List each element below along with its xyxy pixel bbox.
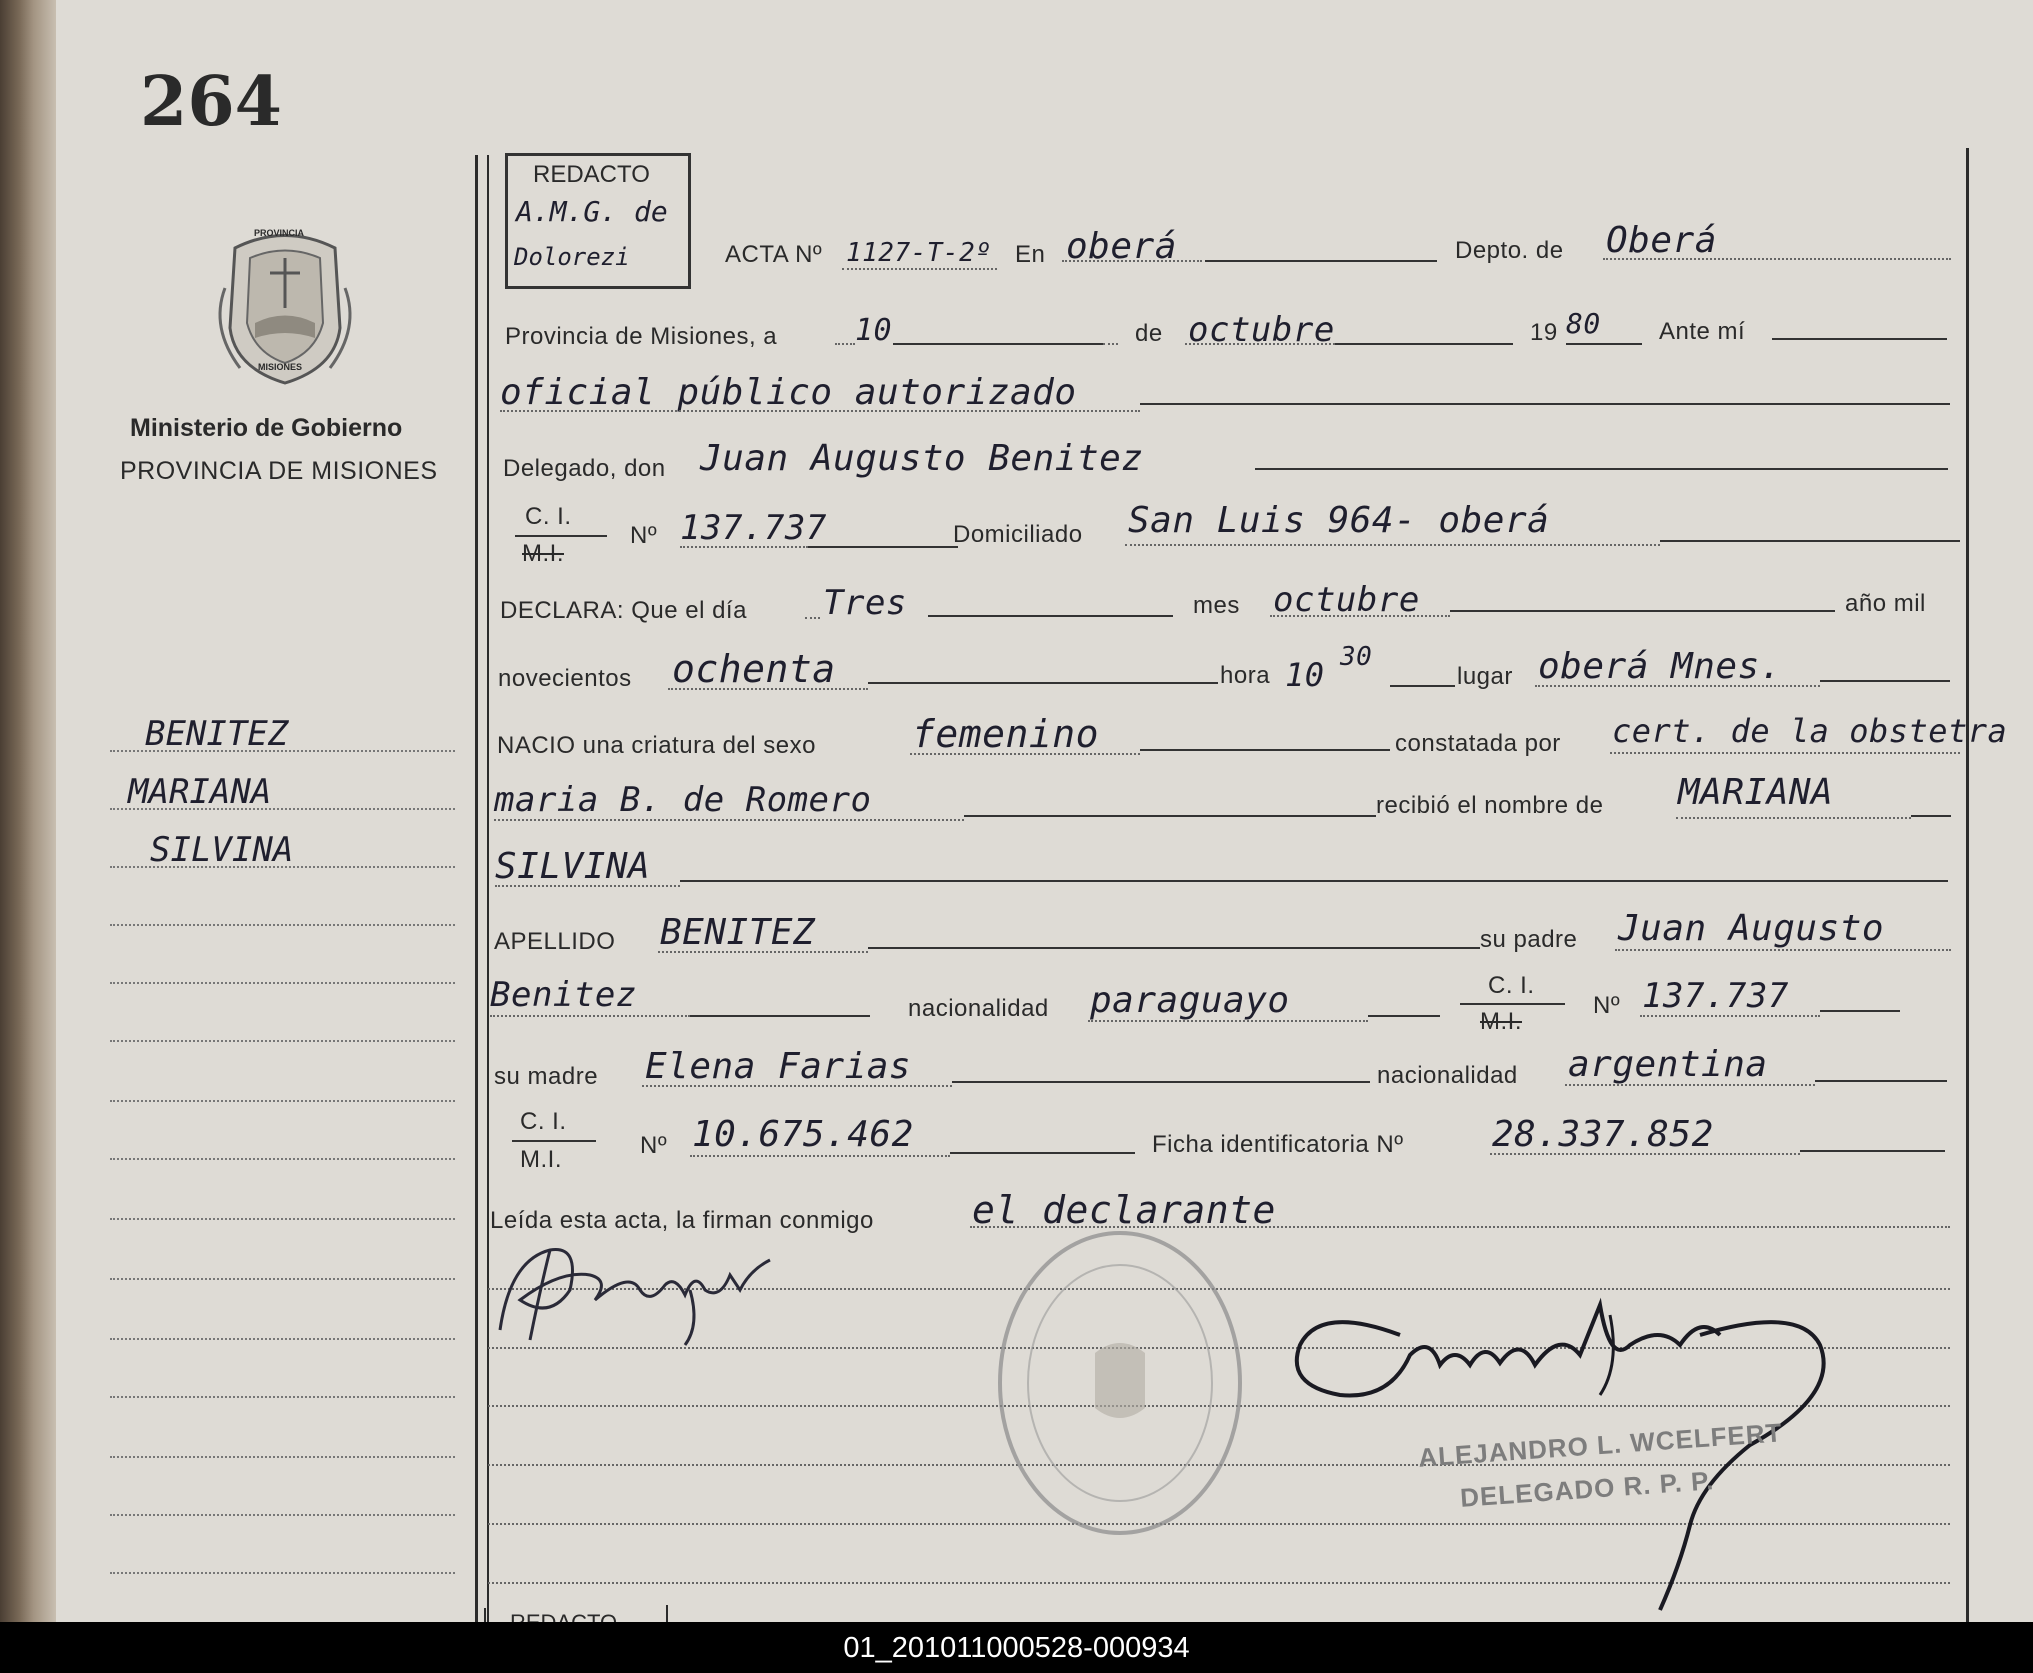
father-nat-label: nacionalidad	[908, 995, 1049, 1022]
domicilio-value: San Luis 964- oberá	[1128, 500, 1550, 541]
depto-dotted-line	[1603, 258, 1951, 260]
official-dotted-line	[500, 410, 1140, 412]
book-binding	[0, 0, 56, 1622]
year-prefix: 19	[1530, 319, 1558, 346]
mother-ci: 10.675.462	[692, 1114, 914, 1155]
mother-ci-label: C. I.	[520, 1108, 567, 1135]
seal-text-bottom: MISIONES	[258, 362, 303, 372]
ficha-dotted	[1490, 1153, 1800, 1155]
seal-text-top: PROVINCIA	[254, 228, 305, 238]
stub-tick-right	[666, 1605, 668, 1622]
redacto-label: REDACTO	[533, 161, 650, 188]
mother-no-label: Nº	[640, 1132, 668, 1159]
sex-solid	[1140, 749, 1390, 751]
birth-year: ochenta	[672, 647, 836, 691]
midwife-dotted	[494, 819, 964, 821]
hora-label: hora	[1220, 662, 1271, 689]
delegado-ci: 137.737	[680, 508, 827, 548]
given-name-1-dotted	[1676, 817, 1911, 819]
birth-month-dotted	[1270, 615, 1450, 617]
month-dotted-line	[1185, 343, 1335, 345]
ci-fraction-line	[515, 535, 607, 537]
father-surname-dotted	[490, 1015, 690, 1017]
delegado-ci-dotted	[680, 546, 808, 548]
father-ci-solid	[1820, 1010, 1900, 1012]
birth-hour-solid	[1390, 685, 1455, 687]
ficha-solid	[1800, 1150, 1945, 1152]
depto-value: Oberá	[1606, 220, 1717, 261]
given-name-2-solid	[680, 880, 1948, 882]
next-redacto-label	[510, 1610, 617, 1622]
birth-year-solid	[868, 682, 1218, 684]
official-title: oficial público autorizado	[500, 372, 1077, 413]
day-dotted-line	[835, 343, 855, 345]
given-name-1: MARIANA	[1678, 772, 1834, 813]
birth-place-solid	[1820, 680, 1950, 682]
margin-line	[110, 1218, 455, 1220]
margin-line	[110, 1514, 455, 1516]
given-name-2: SILVINA	[495, 846, 651, 887]
official-name-stamp: ALEJANDRO L. WCELFERT	[1417, 1417, 1784, 1473]
delegado-name: Juan Augusto Benitez	[700, 438, 1144, 479]
father-ci-fraction	[1460, 1003, 1565, 1005]
ministry-label: Ministerio de Gobierno	[130, 414, 403, 442]
redacto-surname: Dolorezi	[514, 243, 630, 271]
official-title-stamp: DELEGADO R. P. P.	[1459, 1465, 1716, 1513]
month-solid-line	[1335, 343, 1513, 345]
en-value: oberá	[1066, 226, 1177, 267]
margin-line	[110, 1278, 455, 1280]
margin-line	[110, 924, 455, 926]
madre-label: su madre	[494, 1063, 599, 1090]
midwife-name: maria B. de Romero	[494, 780, 872, 820]
mother-name-dotted	[642, 1085, 952, 1087]
page-number: 264	[140, 62, 282, 142]
margin-line	[110, 1100, 455, 1102]
registry-round-seal-icon	[995, 1228, 1245, 1538]
birth-day: Tres	[823, 583, 907, 623]
margin-line	[110, 750, 455, 752]
birth-year-dotted	[668, 688, 868, 690]
father-ci-label: C. I.	[1488, 972, 1535, 999]
sex-value: femenino	[912, 712, 1100, 756]
stub-tick-left	[484, 1608, 486, 1622]
delegado-ci-solid	[808, 546, 958, 548]
footer-bar	[0, 1622, 2033, 1673]
en-solid-line	[1205, 260, 1437, 262]
father-nat-dotted	[1088, 1020, 1368, 1022]
acta-label: ACTA Nº	[725, 241, 823, 268]
margin-line	[110, 982, 455, 984]
father-surname-solid	[690, 1015, 870, 1017]
ci-label: C. I.	[525, 503, 572, 530]
en-label: En	[1015, 241, 1046, 268]
father-nat-solid	[1368, 1015, 1440, 1017]
apellido-label: APELLIDO	[494, 928, 616, 955]
form-left-border	[475, 155, 478, 1622]
birth-place-dotted	[1535, 685, 1820, 687]
leida-label: Leída esta acta, la firman conmigo	[490, 1207, 874, 1234]
en-dotted-line	[1062, 260, 1202, 262]
birth-day-solid	[928, 615, 1173, 617]
surname-solid	[868, 947, 1480, 949]
no-label: Nº	[630, 522, 658, 549]
surname-dotted	[658, 951, 868, 953]
margin-line	[110, 1040, 455, 1042]
year-solid-line	[1566, 343, 1642, 345]
father-ci: 137.737	[1642, 976, 1789, 1016]
provincia-label: Provincia de Misiones, a	[505, 323, 778, 350]
ante-label: Ante mí	[1659, 318, 1746, 345]
margin-line	[110, 1572, 455, 1574]
month-value: octubre	[1188, 310, 1335, 350]
margin-line	[110, 866, 455, 868]
novecientos-label: novecientos	[498, 665, 632, 692]
birth-place: oberá Mnes.	[1538, 646, 1782, 687]
constatada-label: constatada por	[1395, 730, 1561, 757]
father-nationality: paraguayo	[1090, 980, 1290, 1021]
delegado-label: Delegado, don	[503, 455, 666, 482]
declarant-signature	[490, 1230, 790, 1350]
birth-hour: 10	[1285, 656, 1325, 694]
mother-ci-solid	[950, 1152, 1135, 1154]
acta-number: 1127-T-2º	[846, 238, 992, 268]
ficha-value: 28.337.852	[1492, 1114, 1714, 1155]
form-right-border	[1966, 148, 1969, 1622]
padre-label: su padre	[1480, 926, 1578, 953]
domicilio-label: Domiciliado	[953, 521, 1083, 548]
acta-dotted-line	[842, 268, 997, 270]
delegado-solid-line	[1255, 468, 1948, 470]
mi-label: M.I.	[522, 540, 564, 567]
mother-mi-label: M.I.	[520, 1146, 562, 1173]
given-name-2-dotted	[495, 885, 680, 887]
birth-month: octubre	[1273, 580, 1420, 620]
redacto-initials: A.M.G. de	[516, 195, 668, 228]
certificate-dotted	[1610, 752, 1960, 754]
margin-line	[110, 1158, 455, 1160]
mother-nat-solid	[1815, 1080, 1947, 1082]
margin-line	[110, 1338, 455, 1340]
anio-mil-label: año mil	[1845, 590, 1926, 617]
mother-nat-label: nacionalidad	[1377, 1062, 1518, 1089]
sex-dotted	[910, 753, 1140, 755]
birth-minutes: 30	[1340, 642, 1373, 672]
document-id: 01_201011000528-000934	[843, 1632, 1190, 1664]
day-solid-line	[893, 343, 1103, 345]
depto-label: Depto. de	[1455, 237, 1564, 264]
day-value: 10	[855, 313, 893, 348]
margin-line	[110, 1456, 455, 1458]
birth-day-dotted-lead	[805, 617, 820, 619]
de-label: de	[1135, 320, 1163, 347]
province-label: PROVINCIA DE MISIONES	[120, 457, 438, 485]
mother-ci-fraction	[512, 1140, 596, 1142]
margin-line	[110, 1396, 455, 1398]
margin-first-name: MARIANA	[128, 772, 272, 812]
father-no-label: Nº	[1593, 992, 1621, 1019]
father-mi-label: M.I.	[1480, 1008, 1522, 1035]
surname-value: BENITEZ	[660, 912, 816, 953]
mes-label: mes	[1193, 592, 1240, 619]
father-name: Juan Augusto	[1618, 908, 1885, 949]
lugar-label: lugar	[1457, 663, 1513, 690]
ante-solid-line	[1772, 338, 1947, 340]
firman-value: el declarante	[972, 1188, 1276, 1232]
father-name-dotted	[1615, 949, 1951, 951]
mother-nationality: argentina	[1568, 1044, 1768, 1085]
midwife-solid	[964, 815, 1376, 817]
mother-ci-dotted	[690, 1155, 950, 1157]
declara-label: DECLARA: Que el día	[500, 597, 747, 624]
mother-name: Elena Farias	[645, 1046, 912, 1087]
year-suffix: 80	[1566, 307, 1601, 340]
ficha-label: Ficha identificatoria Nº	[1152, 1131, 1404, 1158]
margin-line	[110, 808, 455, 810]
birth-month-solid	[1450, 610, 1835, 612]
margin-second-name: SILVINA	[150, 830, 294, 870]
domicilio-dotted	[1125, 544, 1660, 546]
domicilio-solid	[1660, 540, 1960, 542]
form-left-border-inner	[487, 155, 489, 1622]
mother-nat-dotted	[1565, 1084, 1815, 1086]
margin-surname: BENITEZ	[145, 714, 289, 754]
day-dotted-end	[1103, 343, 1118, 345]
given-name-1-solid	[1911, 815, 1951, 817]
mother-name-solid	[952, 1081, 1370, 1083]
father-surname: Benitez	[490, 975, 637, 1015]
certificate-by: cert. de la obstetra	[1612, 712, 2008, 750]
official-solid-line	[1140, 403, 1950, 405]
nacio-label: NACIO una criatura del sexo	[497, 732, 816, 759]
recibio-label: recibió el nombre de	[1376, 792, 1604, 819]
father-ci-dotted	[1640, 1015, 1820, 1017]
